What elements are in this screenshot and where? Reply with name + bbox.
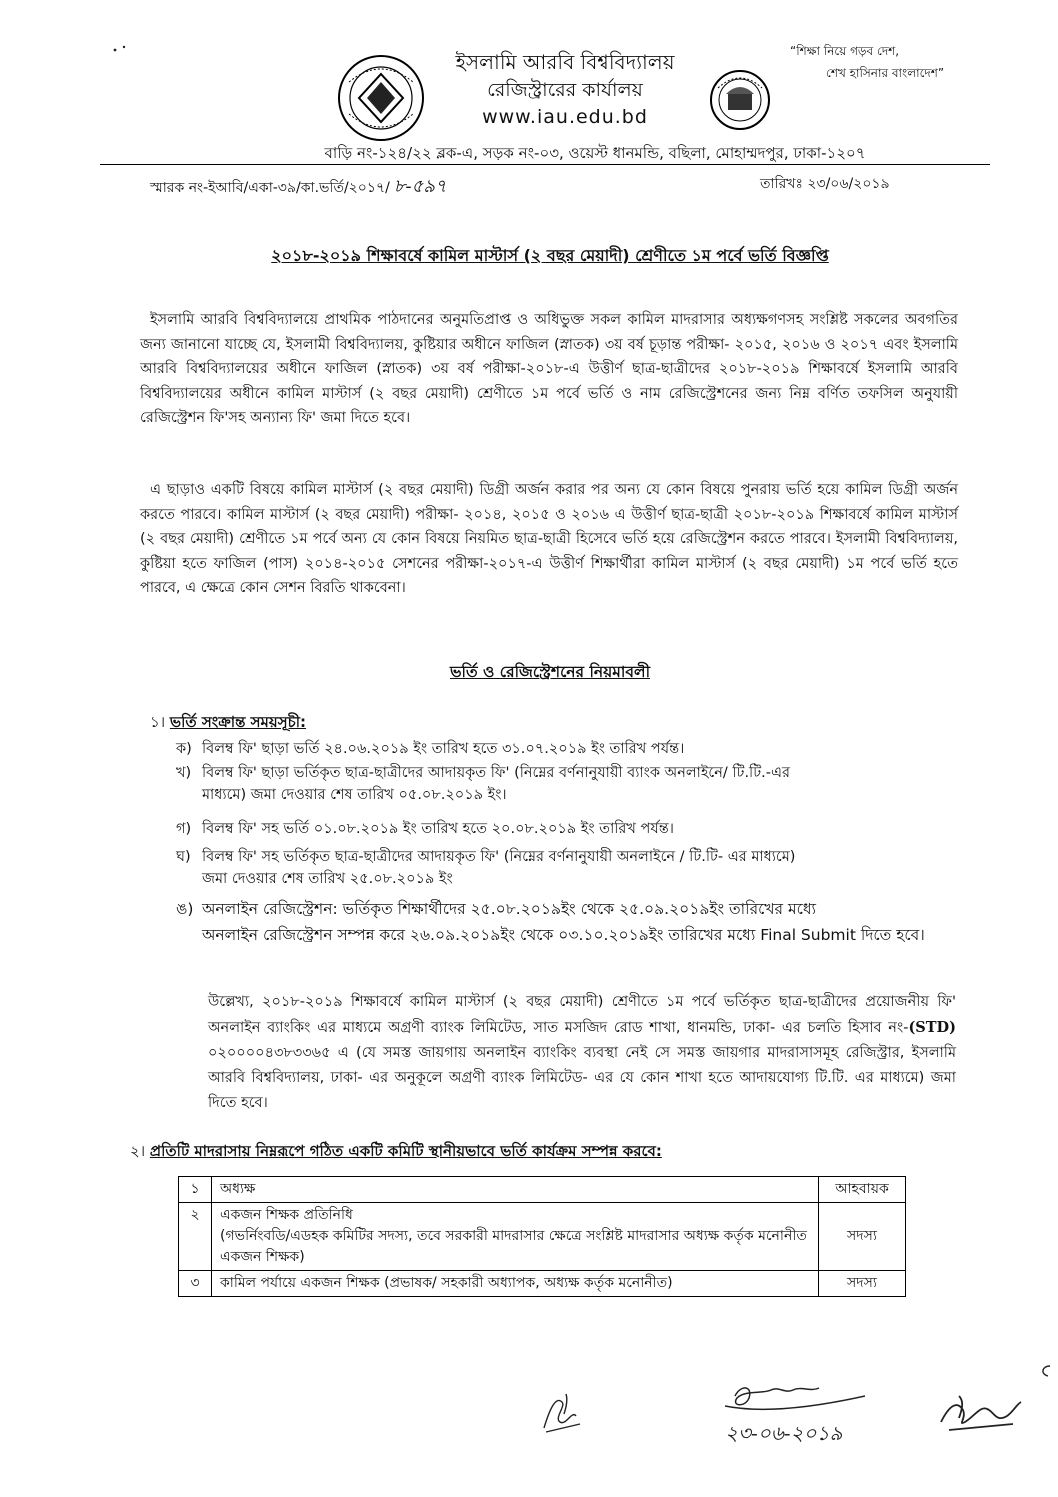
scan-mark-right [1036, 1364, 1052, 1378]
memo-handwritten: ৮-৫৯৭ [393, 176, 447, 197]
row-number: ২ [179, 1203, 212, 1271]
schedule-item [176, 738, 956, 760]
payment-note [208, 990, 956, 1116]
item-continuation: মাধ্যমে) জমা দেওয়ার শেষ তারিখ ০৫.০৮.২০১৯ ইং। [202, 787, 507, 803]
notice-date: তারিখঃ ২৩/০৬/২০১৯ [760, 176, 890, 192]
member-description: কামিল পর্যায়ে একজন শিক্ষক (প্রভাষক/ সহকারী অধ্যাপক, অধ্যক্ষ কর্তৃক মনোনীত) [212, 1271, 819, 1297]
paragraph-1: ইসলামি আরবি বিশ্ববিদ্যালয়ে প্রাথমিক পাঠদানের অনুমতিপ্রাপ্ত ও অধিভুক্ত সকল কামিল মাদরাসার অধ্যক্ষগণসহ সংশ্লিষ্ট সকলের অবগতির জন্য জানানো যাচ্ছে যে, ইসলামী বিশ্ববিদ্যালয়, কুষ্টিয়ার অধীনে ফাজিল (স্নাতক) ৩য় বর্ষ চূড়ান্ত পরীক্ষা- ২০১৫, ২০১৬ ও ২০১৭ এবং ইসলামি আরবি বিশ্ববিদ্যালয়ের অধীনে ফাজিল (স্নাতক) ৩য় বর্ষ পরীক্ষা-২০১৮-এ উত্তীর্ণ ছাত্র-ছাত্রীদের ২০১৮-২০১৯ শিক্ষাবর্ষে ইসলামি আরবি বিশ্ববিদ্যালয়ের অধীনে কামিল মাস্টার্স (২ বছর মেয়াদী) শ্রেণীতে ১ম পর্বে ভর্তি ও নাম রেজিস্ট্রেশনের জন্য নিম্ন বর্ণিত তফসিল অনুযায়ী রেজিস্ট্রেশন ফি'সহ অন্যান্য ফি' জমা দিতে হবে। [140, 312, 958, 426]
section-2-heading [130, 1140, 662, 1165]
item-key: ঙ) [176, 900, 194, 918]
schedule-item [176, 896, 956, 948]
item-text: বিলম্ব ফি' সহ ভর্তি ০১.০৮.২০১৯ ইং তারিখ হতে ২০.০৮.২০১৯ ইং তারিখ পর্যন্ত। [202, 821, 674, 837]
section-2-title: প্রতিটি মাদরাসায় নিম্নরূপে গঠিত একটি কমিটি স্থানীয়ভাবে ভর্তি কার্যক্রম সম্পন্ন করবে: [149, 1142, 662, 1160]
item-key: গ) [176, 821, 192, 837]
memo-number [150, 172, 447, 203]
member-role: আহবায়ক [819, 1177, 906, 1203]
office-name: রেজিস্ট্রারের কার্যালয় [487, 79, 643, 101]
table-row [179, 1271, 906, 1297]
university-name: ইসলামি আরবি বিশ্ববিদ্যালয় [455, 50, 675, 74]
paragraph-2: এ ছাড়াও একটি বিষয়ে কামিল মাস্টার্স (২ বছর মেয়াদী) ডিগ্রী অর্জন করার পর অন্য যে কোন বিষয়ে পুনরায় ভর্তি হয়ে কামিল ডিগ্রী অর্জন করতে পারবে। কামিল মাস্টার্স (২ বছর মেয়াদী) পরীক্ষা- ২০১৪, ২০১৫ ও ২০১৬ এ উত্তীর্ণ ছাত্র-ছাত্রী ২০১৮-২০১৯ শিক্ষাবর্ষে কামিল মাস্টার্স (২ বছর মেয়াদী) শ্রেণীতে ১ম পর্বে অন্য যে কোন বিষয়ে নিয়মিত ছাত্র-ছাত্রী হিসেবে ভর্তি হয়ে রেজিস্ট্রেশন করতে পারবে। ইসলামী বিশ্ববিদ্যালয়, কুষ্টিয়া হতে ফাজিল (পাস) ২০১৪-২০১৫ সেশনের পরীক্ষা-২০১৭-এ উত্তীর্ণ শিক্ষার্থীরা কামিল মাস্টার্স (২ বছর মেয়াদী) ১ম পর্বে ভর্তি হতে পারবে, এ ক্ষেত্রে কোন সেশন বিরতি থাকবেনা। [140, 482, 958, 596]
item-text: বিলম্ব ফি' ছাড়া ভর্তিকৃত ছাত্র-ছাত্রীদের আদায়কৃত ফি' (নিম্নের বর্ণনানুযায়ী ব্যাংক অনলাইনে/ টি.টি.-এর [202, 765, 790, 781]
item-text: বিলম্ব ফি' সহ ভর্তিকৃত ছাত্র-ছাত্রীদের আদায়কৃত ফি' (নিম্নের বর্ণনানুযায়ী অনলাইনে / টি.টি- এর মাধ্যমে) [202, 849, 796, 865]
letterhead [330, 48, 800, 130]
member-role: সদস্য [819, 1271, 906, 1297]
scan-speck [112, 44, 128, 54]
member-description [212, 1203, 819, 1271]
section-2-number: ২। [130, 1142, 146, 1160]
note-text-after: ০২০০০০৪৩৮৩৩৬৫ এ (যে সমস্ত জায়গায় অনলাইন ব্যাংকিং ব্যবস্থা নেই সে সমস্ত জায়গার মাদরাসাসমূহ রেজিস্ট্রার, ইসলামি আরবি বিশ্ববিদ্যালয়, ঢাকা- এর অনুকূলে অগ্রণী ব্যাংক লিমিটেড- এর যে কোন শাখা হতে আদায়যোগ্য টি.টি. এর মাধ্যমে) জমা দিতে হবে। [208, 1045, 956, 1111]
section-1-title: ভর্তি সংক্রান্ত সময়সূচী: [169, 713, 307, 731]
note-text-before: উল্লেখ্য, ২০১৮-২০১৯ শিক্ষাবর্ষে কামিল মাস্টার্স (২ বছর মেয়াদী) শ্রেণীতে ১ম পর্বে ভর্তিকৃত ছাত্র-ছাত্রীদের প্রয়োজনীয় ফি' অনলাইন ব্যাংকিং এর মাধ্যমে অগ্রণী ব্যাংক লিমিটেড, সাত মসজিদ রোড শাখা, ধানমন্ডি, ঢাকা- এর চলতি হিসাব নং- [208, 994, 956, 1036]
notice-title: ২০১৮-২০১৯ শিক্ষাবর্ষে কামিল মাস্টার্স (২ বছর মেয়াদী) শ্রেণীতে ১ম পর্বে ভর্তি বিজ্ঞপ্তি [271, 246, 829, 265]
item-text: বিলম্ব ফি' ছাড়া ভর্তি ২৪.০৬.২০১৯ ইং তারিখ হতে ৩১.০৭.২০১৯ ইং তারিখ পর্যন্ত। [202, 741, 685, 757]
member-role: সদস্য [819, 1203, 906, 1271]
row-number: ৩ [179, 1271, 212, 1297]
address-line: বাড়ি নং-১২৪/২২ ব্লক-এ, সড়ক নং-০৩, ওয়েস্ট ধানমন্ডি, বছিলা, মোহাম্মদপুর, ঢাকা-১২০৭ [324, 144, 866, 162]
member-detail: (গভর্নিংবডি/এডহক কমিটির সদস্য, তবে সরকারী মাদরাসার ক্ষেত্রে সংশ্লিষ্ট মাদরাসার অধ্যক্ষ কর্তৃক মনোনীত একজন শিক্ষক) [220, 1228, 807, 1265]
section-1-heading [150, 711, 306, 736]
website-link[interactable]: www.iau.edu.bd [482, 106, 648, 128]
member-description: অধ্যক্ষ [212, 1177, 819, 1203]
row-number: ১ [179, 1177, 212, 1203]
item-continuation: জমা দেওয়ার শেষ তারিখ ২৫.০৮.২০১৯ ইং [202, 871, 453, 887]
item-key: খ) [176, 765, 192, 781]
item-key: ক) [176, 741, 192, 757]
schedule-item [176, 846, 956, 890]
committee-table [178, 1176, 906, 1297]
item-text: অনলাইন রেজিস্ট্রেশন: ভর্তিকৃত শিক্ষার্থীদের ২৫.০৮.২০১৯ইং থেকে ২৫.০৯.২০১৯ইং তারিখের মধ্যে [202, 900, 817, 918]
signature-date: ২৩-০৬-২০১৯ [725, 1421, 843, 1445]
schedule-item [176, 762, 956, 806]
slogan-quote [790, 40, 1010, 84]
section-1-number: ১। [150, 713, 166, 731]
header-divider [100, 164, 990, 165]
table-row [179, 1177, 906, 1203]
table-row [179, 1203, 906, 1271]
slogan-line-1: “শিক্ষা নিয়ে গড়ব দেশ, [790, 44, 900, 58]
signature-right [935, 1388, 1025, 1438]
member-title: একজন শিক্ষক প্রতিনিধি [220, 1207, 353, 1223]
signature-left [536, 1388, 586, 1438]
slogan-line-2: শেখ হাসিনার বাংলাদেশ” [826, 66, 945, 80]
signature-middle [715, 1376, 885, 1450]
memo-text: স্মারক নং-ইআবি/একা-৩৯/কা.ভর্তি/২০১৭/ [150, 180, 390, 196]
account-type: (STD) [908, 1019, 956, 1036]
item-key: ঘ) [176, 849, 191, 865]
schedule-item [176, 818, 956, 840]
item-continuation: অনলাইন রেজিস্ট্রেশন সম্পন্ন করে ২৬.০৯.২০১৯ইং থেকে ০৩.১০.২০১৯ইং তারিখের মধ্যে Final Submit দিতে হবে। [202, 926, 925, 944]
rules-heading: ভর্তি ও রেজিস্ট্রেশনের নিয়মাবলী [449, 663, 650, 681]
